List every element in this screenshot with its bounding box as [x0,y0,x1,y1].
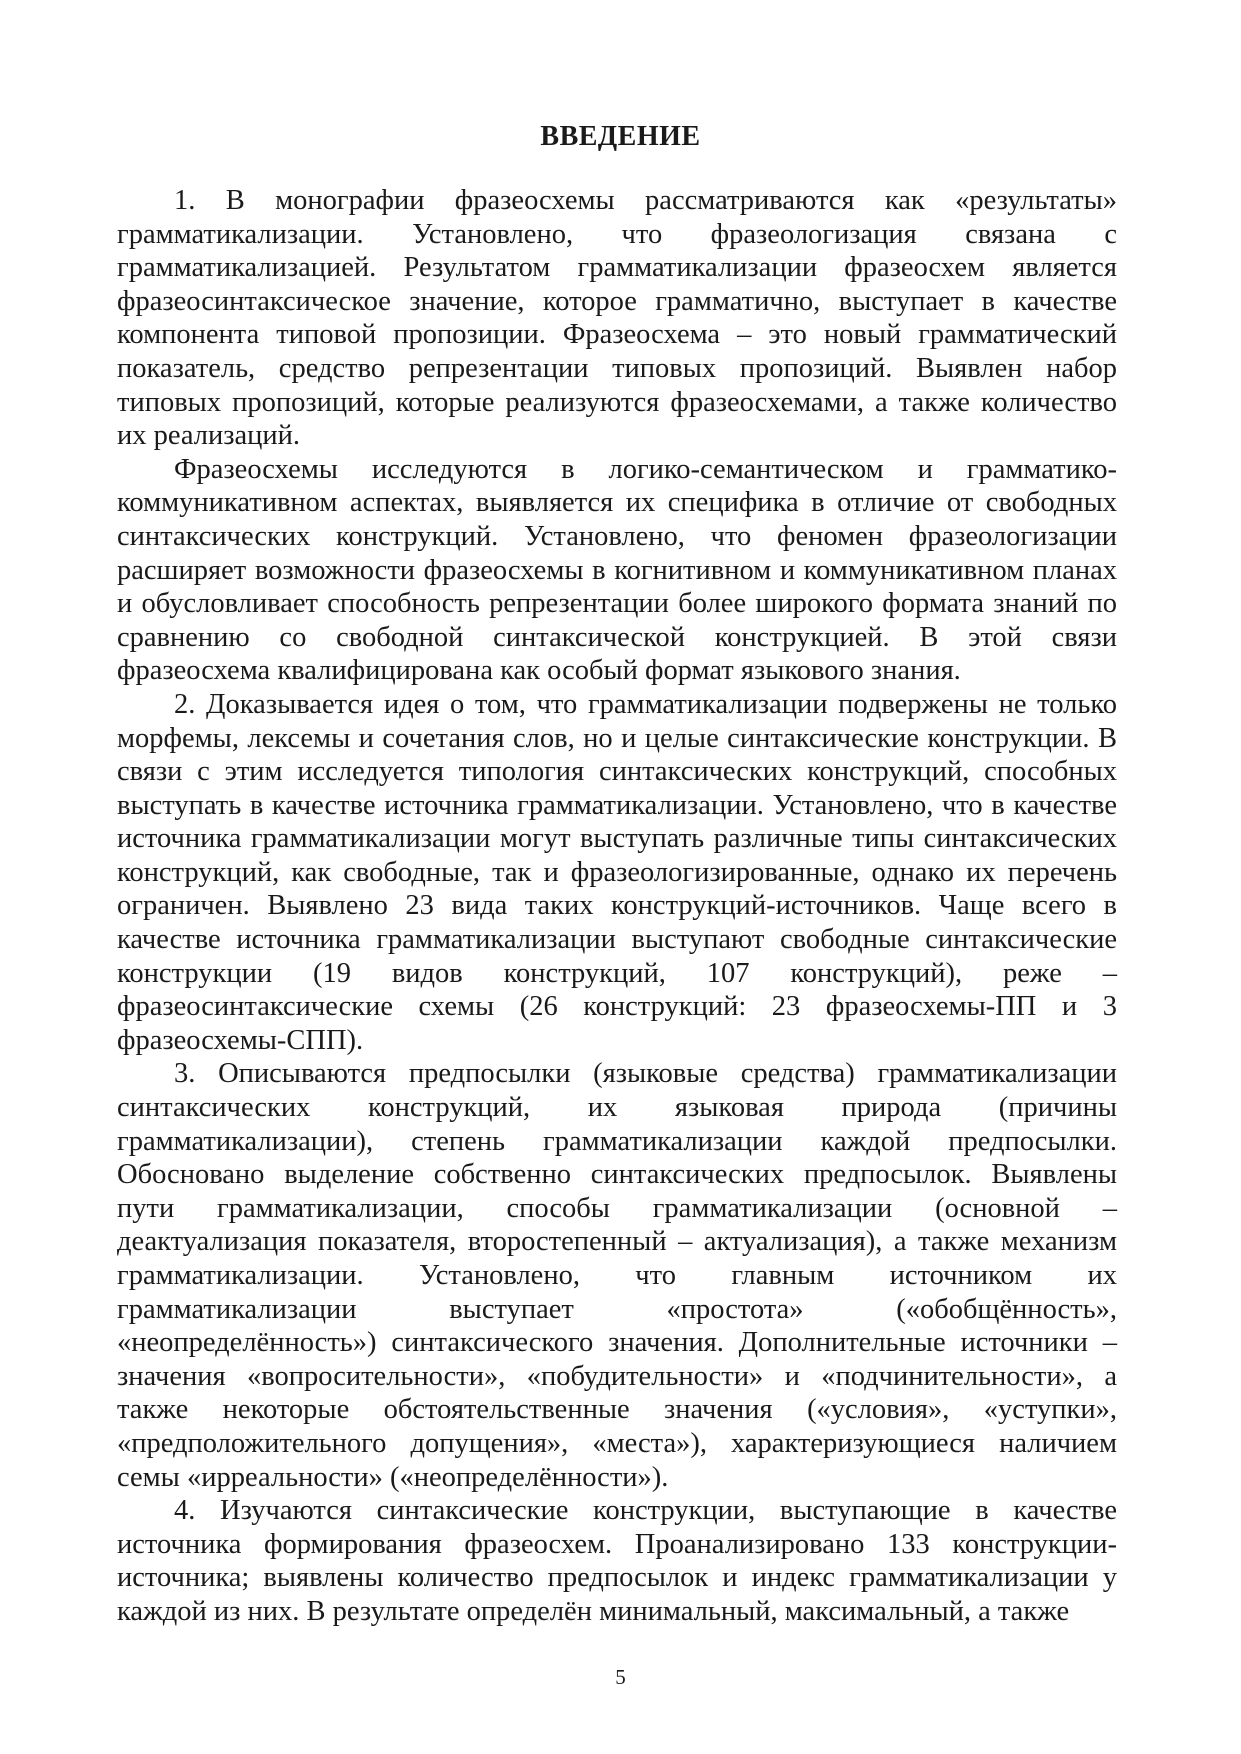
paragraph-2: Фразеосхемы исследуются в логико-семантическом и грамматико-коммуникативном аспектах, выявляется их специфика в отличие от свободных синтаксических конструкций. Установлено, что феномен фразеологизации расширяет возможности фразеосхемы в когнитивном и коммуникативном планах и обусловливает способность репрезентации более широкого формата знаний по сравнению со свободной синтаксической конструкцией. В этой связи фразеосхема квалифицирована как особый формат языкового знания. [117,453,1117,687]
page-number: 5 [615,1665,626,1689]
paragraph-4: 3. Описываются предпосылки (языковые средства) грамматикализации синтаксических конструкций, их языковая природа (причины грамматикализации), степень грамматикализации каждой предпосылки. Обосновано выделение собственно синтаксических предпосылок. Выявлены пути грамматикализации, способы грамматикализации (основной – деактуализация показателя, второстепенный – актуализация), а также механизм грамматикализации. Установлено, что главным источником их грамматикализации выступает «простота» («обобщённость», «неопределённость») синтаксического значения. Дополнительные источники – значения «вопросительности», «побудительности» и «подчинительности», а также некоторые обстоятельственные значения («условия», «уступки», «предположительного допущения», «места»), характеризующиеся наличием семы «ирреальности» («неопределённости»). [117,1058,1117,1493]
paragraph-5: 4. Изучаются синтаксические конструкции, выступающие в качестве источника формирования фразеосхем. Проанализировано 133 конструкции-источника; выявлены количество предпосылок и индекс грамматикализации у каждой из них. В результате определён минимальный, максимальный, а также [117,1495,1117,1627]
body-text [117,184,1117,1629]
page-title: ВВЕДЕНИЕ [540,121,701,152]
paragraph-1: 1. В монографии фразеосхемы рассматриваются как «результаты» грамматикализации. Установлено, что фразеологизация связана с грамматикализацией. Результатом грамматикализации фразеосхем является фразеосинтаксическое значение, которое грамматично, выступает в качестве компонента типовой пропозиции. Фразеосхема – это новый грамматический показатель, средство репрезентации типовых пропозиций. Выявлен набор типовых пропозиций, которые реализуются фразеосхемами, а также количество их реализаций. [117,185,1117,452]
paragraph-3: 2. Доказывается идея о том, что грамматикализации подвержены не только морфемы, лексемы и сочетания слов, но и целые синтаксические конструкции. В связи с этим исследуется типология синтаксических конструкций, способных выступать в качестве источника грамматикализации. Установлено, что в качестве источника грамматикализации могут выступать различные типы синтаксических конструкций, как свободные, так и фразеологизированные, однако их перечень ограничен. Выявлено 23 вида таких конструкций-источников. Чаще всего в качестве источника грамматикализации выступают свободные синтаксические конструкции (19 видов конструкций, 107 конструкций), реже – фразеосинтаксические схемы (26 конструкций: 23 фразеосхемы-ПП и 3 фразеосхемы-СПП). [117,688,1117,1056]
